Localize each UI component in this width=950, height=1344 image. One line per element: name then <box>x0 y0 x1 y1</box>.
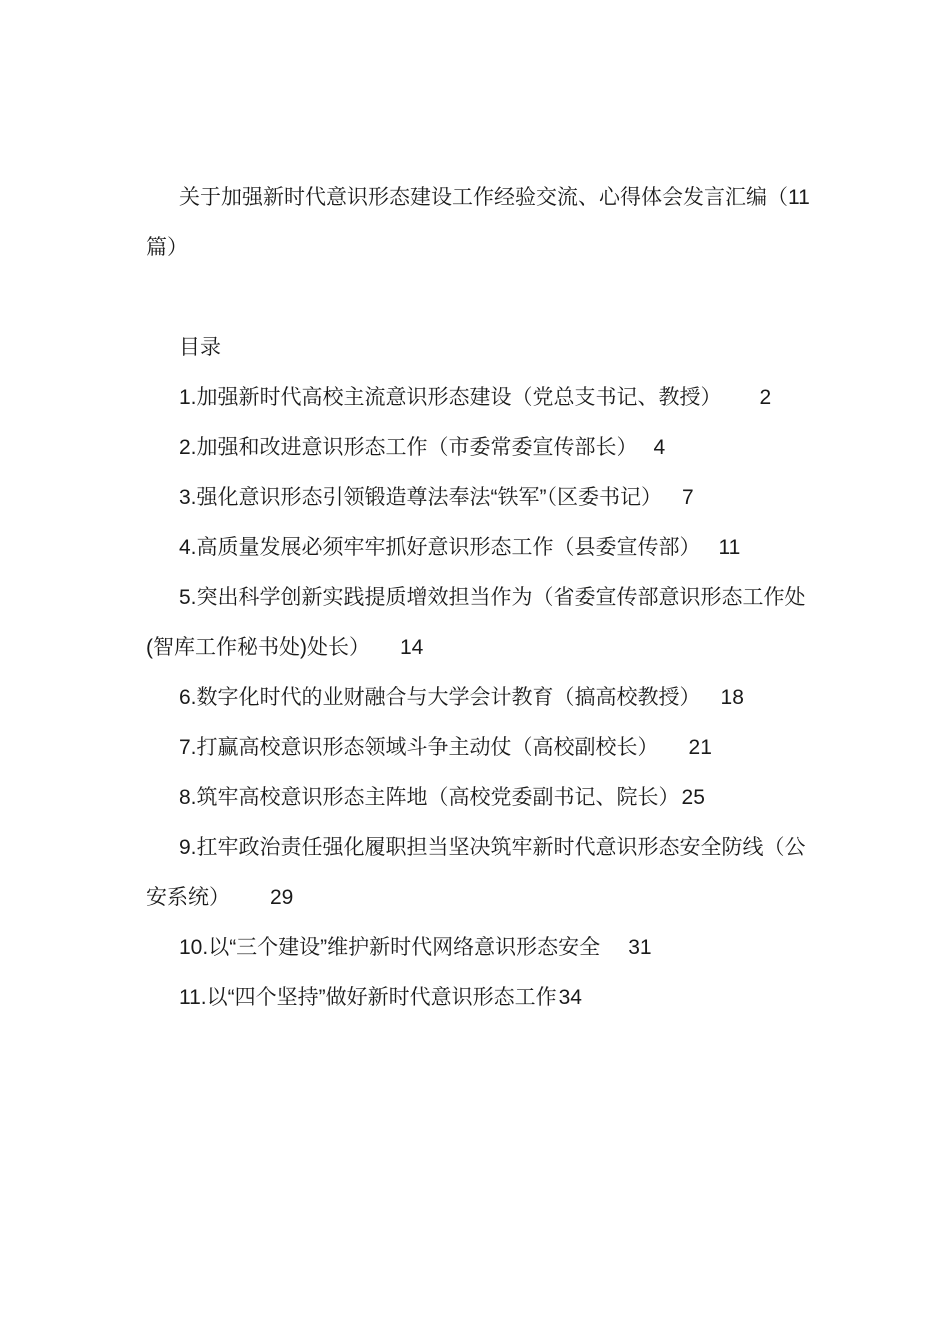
toc-entry-title: 1.加强新时代高校主流意识形态建设（党总支书记、教授） <box>179 386 722 409</box>
toc-entry-10 <box>146 923 810 973</box>
toc-entry-page: 4 <box>653 436 666 459</box>
toc-heading: 目录 <box>179 336 221 359</box>
title-line: 关于加强新时代意识形态建设工作经验交流、心得体会发言汇编（11 篇） <box>146 186 810 259</box>
toc-entry-title: 8.筑牢高校意识形态主阵地（高校党委副书记、院长） <box>179 786 680 809</box>
toc-entry-title: 11.以“四个坚持”做好新时代意识形态工作 <box>179 986 557 1009</box>
toc-entry-9 <box>146 823 810 923</box>
toc-entry-page: 11 <box>718 536 741 559</box>
toc-entry-5 <box>146 573 810 673</box>
toc-entry-2 <box>146 423 810 473</box>
toc-entry-title: 6.数字化时代的业财融合与大学会计教育（搞高校教授） <box>179 686 701 709</box>
toc-entry-title: 3.强化意识形态引领锻造尊法奉法“铁军”（区委书记） <box>179 486 662 509</box>
toc-entry-title: 10.以“三个建设”维护新时代网络意识形态安全 <box>179 936 601 959</box>
toc-entry-title: 2.加强和改进意识形态工作（市委常委宣传部长） <box>179 436 638 459</box>
toc-entry-title: 7.打赢高校意识形态领域斗争主动仗（高校副校长） <box>179 736 659 759</box>
table-of-contents <box>146 323 810 1023</box>
toc-entry-page: 34 <box>558 986 582 1009</box>
toc-entry-page: 14 <box>400 636 424 659</box>
toc-entry-8 <box>146 773 810 823</box>
toc-entry-title: 9.扛牢政治责任强化履职担当坚决筑牢新时代意识形态安全防线（公安系统） <box>146 836 806 909</box>
toc-entry-6 <box>146 673 810 723</box>
toc-entry-title: 5.突出科学创新实践提质增效担当作为（省委宣传部意识形态工作处(智库工作秘书处)处长） <box>146 586 806 659</box>
toc-entry-page: 7 <box>682 486 694 509</box>
toc-entry-page: 25 <box>681 786 705 809</box>
toc-entry-page: 29 <box>270 886 294 909</box>
toc-entry-page: 31 <box>628 936 652 959</box>
toc-entry-7 <box>146 723 810 773</box>
toc-entry-11 <box>146 973 810 1023</box>
toc-entry-3 <box>146 473 810 523</box>
document-title <box>146 173 810 273</box>
toc-entry-4 <box>146 523 810 573</box>
toc-entry-page: 2 <box>759 386 772 409</box>
toc-entry-title: 4.高质量发展必须牢牢抓好意识形态工作（县委宣传部） <box>179 536 701 559</box>
toc-entry-page: 21 <box>688 736 712 759</box>
toc-entry-1 <box>146 373 810 423</box>
toc-entry-page: 18 <box>720 686 744 709</box>
